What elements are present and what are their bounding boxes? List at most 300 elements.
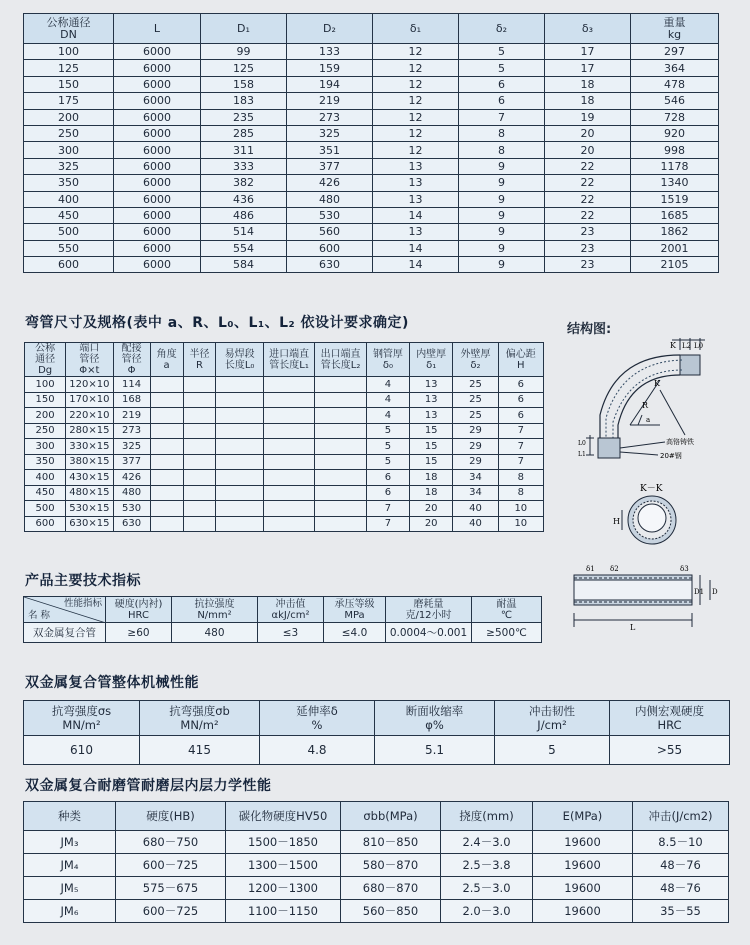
table-cell: 330×15 <box>66 439 113 455</box>
kk-section-drawing <box>622 496 676 544</box>
column-header: D₂ <box>287 14 373 44</box>
table-cell: 6000 <box>114 240 201 256</box>
table-cell: 17 <box>545 60 631 76</box>
table-cell <box>216 501 263 517</box>
table-cell <box>263 470 314 486</box>
table-row <box>24 854 729 877</box>
table-cell: 48－76 <box>633 854 729 877</box>
table-cell: 546 <box>631 93 719 109</box>
table-cell: 325 <box>113 439 150 455</box>
table-cell: 6000 <box>114 175 201 191</box>
column-header-line: φ% <box>425 718 444 732</box>
label-alloy: 高铬铸铁 <box>666 438 694 446</box>
table-row <box>24 877 729 900</box>
table-cell: 13 <box>410 392 453 408</box>
table-cell: 2105 <box>631 257 719 273</box>
table-cell: 125 <box>201 60 287 76</box>
table-row <box>24 175 719 191</box>
table-cell: JM₅ <box>24 877 116 900</box>
corner-header <box>24 597 106 623</box>
pipe-spec-table <box>23 13 719 273</box>
bend-spec-table <box>24 342 544 532</box>
column-header-line: 通径 <box>35 354 56 365</box>
table-cell: 13 <box>373 224 459 240</box>
column-header-line: MN/m² <box>180 718 219 732</box>
table-cell <box>315 423 366 439</box>
column-header-line: HRC <box>657 718 682 732</box>
column-header: δ₁ <box>373 14 459 44</box>
table-cell <box>263 501 314 517</box>
table-cell: 600 <box>25 516 66 532</box>
table-cell: 273 <box>287 109 373 125</box>
table-row <box>24 125 719 141</box>
table-cell: 530 <box>287 207 373 223</box>
table-cell: 9 <box>459 224 545 240</box>
column-header <box>24 701 140 736</box>
column-header-line: 进口端直 <box>269 348 310 360</box>
table-cell: 6000 <box>114 207 201 223</box>
label-d2: δ2 <box>610 565 619 573</box>
label-l0-top: L0 <box>694 342 704 350</box>
table-cell <box>315 377 366 393</box>
wear-layer-table <box>23 801 729 923</box>
table-row <box>24 831 729 854</box>
column-header-line: 冲击韧性 <box>529 704 575 718</box>
table-cell: 325 <box>287 125 373 141</box>
column-header-line: 偏心距 <box>505 348 536 360</box>
table-cell <box>183 377 216 393</box>
table-cell <box>150 454 183 470</box>
column-header-line: a <box>163 359 170 371</box>
table-cell: 23 <box>545 224 631 240</box>
column-header-line: 冲击值 <box>275 598 306 610</box>
table-cell: 6 <box>459 93 545 109</box>
table-cell <box>263 516 314 532</box>
label-k-top: K <box>670 341 676 350</box>
table-cell: 183 <box>201 93 287 109</box>
table-cell: 7 <box>366 501 409 517</box>
table-cell <box>150 470 183 486</box>
column-header-line: 内壁厚 <box>416 348 447 360</box>
table-cell: 4.8 <box>260 736 375 765</box>
table-cell: 554 <box>201 240 287 256</box>
table-cell: 350 <box>24 175 114 191</box>
column-header: D₁ <box>201 14 287 44</box>
column-header <box>150 343 183 377</box>
column-header-line: % <box>311 718 323 732</box>
table-row <box>24 109 719 125</box>
column-header: 碳化物硬度HV50 <box>226 802 341 831</box>
table-cell: 364 <box>631 60 719 76</box>
table-cell: 17 <box>545 44 631 60</box>
table-cell <box>263 423 314 439</box>
table-cell: 480 <box>172 623 258 643</box>
column-header: E(MPa) <box>533 802 633 831</box>
table-cell: 7 <box>459 109 545 125</box>
corner-top: 性能指标 <box>63 598 102 609</box>
column-header: 重量 kg <box>631 14 719 44</box>
table-row <box>24 93 719 109</box>
table-cell: 630 <box>113 516 150 532</box>
label-steel: 20#钢 <box>660 452 682 460</box>
table-cell: 630 <box>287 257 373 273</box>
column-header <box>375 701 495 736</box>
tech-spec-title: 产品主要技术指标 <box>25 573 141 589</box>
column-header-line: 抗弯强度σs <box>51 704 112 718</box>
table-cell: 500 <box>24 224 114 240</box>
table-cell: 480 <box>287 191 373 207</box>
table-cell <box>150 501 183 517</box>
table-cell <box>183 501 216 517</box>
table-cell: 35－55 <box>633 900 729 923</box>
table-cell: 680－870 <box>341 877 441 900</box>
table-cell: 8 <box>498 485 543 501</box>
table-cell: 9 <box>459 207 545 223</box>
table-cell: ≥60 <box>106 623 172 643</box>
table-cell: 14 <box>373 240 459 256</box>
column-header-line: 角度 <box>156 348 177 360</box>
table-cell: 6000 <box>114 60 201 76</box>
column-header-line: δ₁ <box>426 359 437 371</box>
column-header-line: R <box>196 359 203 371</box>
table-cell <box>150 408 183 424</box>
table-cell: ≥500℃ <box>472 623 542 643</box>
table-cell: 297 <box>631 44 719 60</box>
table-cell: 6000 <box>114 191 201 207</box>
table-cell: 311 <box>201 142 287 158</box>
table-cell: 550 <box>24 240 114 256</box>
table-cell: 219 <box>113 408 150 424</box>
column-header-line: 端口 <box>79 343 100 354</box>
table-cell: 双金属复合管 <box>24 623 106 643</box>
table-cell <box>315 516 366 532</box>
table-cell: 480 <box>113 485 150 501</box>
table-cell: 29 <box>453 454 498 470</box>
column-header <box>472 597 542 623</box>
table-cell: 8 <box>459 142 545 158</box>
table-cell: 2001 <box>631 240 719 256</box>
table-cell <box>216 516 263 532</box>
table-cell: 400 <box>24 191 114 207</box>
table-cell: 250 <box>24 125 114 141</box>
column-header <box>495 701 610 736</box>
table-cell: 1862 <box>631 224 719 240</box>
table-cell: 1200－1300 <box>226 877 341 900</box>
column-header-line: 管长度L₁ <box>269 359 309 371</box>
table-cell: 300 <box>24 142 114 158</box>
table-row <box>25 439 544 455</box>
column-header-line: 配接 <box>121 343 142 354</box>
table-cell: 22 <box>545 207 631 223</box>
table-cell: 19600 <box>533 877 633 900</box>
table-cell: JM₃ <box>24 831 116 854</box>
table-cell: JM₆ <box>24 900 116 923</box>
table-cell: 12 <box>373 93 459 109</box>
table-cell: 12 <box>373 76 459 92</box>
column-header <box>498 343 543 377</box>
table-cell: 29 <box>453 439 498 455</box>
table-cell: 29 <box>453 423 498 439</box>
column-header-line: δ₀ <box>382 359 393 371</box>
column-header-line: 管径 <box>79 354 100 365</box>
column-header-line: 延伸率δ <box>296 704 338 718</box>
table-cell: ≤3 <box>258 623 324 643</box>
table-cell: 2.4－3.0 <box>441 831 533 854</box>
table-cell: 998 <box>631 142 719 158</box>
table-cell <box>315 485 366 501</box>
table-cell <box>263 485 314 501</box>
column-header: 种类 <box>24 802 116 831</box>
table-cell: 20 <box>545 125 631 141</box>
column-header <box>315 343 366 377</box>
table-cell <box>183 408 216 424</box>
table-cell: 8 <box>498 470 543 486</box>
table-cell: 125 <box>24 60 114 76</box>
table-cell <box>263 392 314 408</box>
table-row <box>25 516 544 532</box>
column-header-line: 出口端直 <box>320 348 361 360</box>
table-cell: JM₄ <box>24 854 116 877</box>
table-cell <box>183 470 216 486</box>
table-cell: 1300－1500 <box>226 854 341 877</box>
table-cell: 10 <box>498 501 543 517</box>
label-r: R <box>642 401 649 410</box>
column-header <box>453 343 498 377</box>
table-cell: 12 <box>373 109 459 125</box>
column-header-line: H <box>517 359 525 371</box>
table-row <box>24 240 719 256</box>
column-header <box>106 597 172 623</box>
table-cell: 426 <box>287 175 373 191</box>
table-cell <box>216 454 263 470</box>
table-cell <box>183 423 216 439</box>
table-cell: 22 <box>545 158 631 174</box>
table-cell: 150 <box>25 392 66 408</box>
table-cell: 530×15 <box>66 501 113 517</box>
label-k-side: K <box>654 379 660 388</box>
column-header <box>258 597 324 623</box>
table-cell: 20 <box>545 142 631 158</box>
table-row <box>24 224 719 240</box>
table-cell: 450 <box>24 207 114 223</box>
column-header-line: N/mm² <box>197 609 232 621</box>
table-cell <box>263 454 314 470</box>
table-cell: 34 <box>453 470 498 486</box>
table-row <box>25 501 544 517</box>
table-cell: 25 <box>453 392 498 408</box>
table-cell: 48－76 <box>633 877 729 900</box>
table-cell: 235 <box>201 109 287 125</box>
table-cell: 600 <box>24 257 114 273</box>
table-row <box>24 257 719 273</box>
table-cell: 14 <box>373 257 459 273</box>
wear-layer-title: 双金属复合耐磨管耐磨层内层力学性能 <box>25 778 272 794</box>
label-dd1: D1 <box>694 588 705 596</box>
table-cell: 6000 <box>114 158 201 174</box>
mechanical-table <box>23 700 730 765</box>
column-header <box>366 343 409 377</box>
table-cell: 9 <box>459 175 545 191</box>
table-cell: 200 <box>25 408 66 424</box>
table-cell: 5.1 <box>375 736 495 765</box>
table-cell <box>150 439 183 455</box>
column-header-line: J/cm² <box>537 718 567 732</box>
table-cell: 273 <box>113 423 150 439</box>
table-cell: 99 <box>201 44 287 60</box>
table-cell: 285 <box>201 125 287 141</box>
table-cell <box>216 408 263 424</box>
table-cell: 34 <box>453 485 498 501</box>
table-cell <box>150 392 183 408</box>
table-cell: 1500－1850 <box>226 831 341 854</box>
table-cell: 158 <box>201 76 287 92</box>
table-cell: 8 <box>459 125 545 141</box>
table-cell <box>216 392 263 408</box>
table-cell: 20 <box>410 501 453 517</box>
table-cell <box>150 423 183 439</box>
table-cell: 6 <box>366 470 409 486</box>
table-cell <box>150 485 183 501</box>
column-header-line: 克/12小时 <box>405 609 452 621</box>
table-cell: 436 <box>201 191 287 207</box>
table-cell: 610 <box>24 736 140 765</box>
table-cell: 6 <box>498 377 543 393</box>
column-header: 硬度(HB) <box>116 802 226 831</box>
table-cell: 120×10 <box>66 377 113 393</box>
corner-bottom: 名 称 <box>28 610 51 621</box>
label-l2: L2 <box>682 342 692 350</box>
table-cell: 584 <box>201 257 287 273</box>
table-cell: 250 <box>25 423 66 439</box>
table-row <box>24 76 719 92</box>
table-cell: 1340 <box>631 175 719 191</box>
table-cell: 560 <box>287 224 373 240</box>
table-cell: 13 <box>373 191 459 207</box>
table-cell: 18 <box>545 76 631 92</box>
column-header-line: 抗弯强度σb <box>169 704 230 718</box>
table-cell: 7 <box>498 454 543 470</box>
column-header <box>25 343 66 377</box>
column-header-line: 长度L₀ <box>224 359 255 371</box>
table-cell <box>263 439 314 455</box>
table-cell: 6 <box>459 76 545 92</box>
table-cell: 159 <box>287 60 373 76</box>
column-header <box>610 701 730 736</box>
straight-pipe-drawing <box>574 575 710 627</box>
table-cell: >55 <box>610 736 730 765</box>
column-header-line: Dg <box>38 365 53 376</box>
column-header-line: 管径 <box>121 354 142 365</box>
column-header: δ₂ <box>459 14 545 44</box>
table-cell: 6000 <box>114 93 201 109</box>
table-cell: 23 <box>545 257 631 273</box>
table-cell: 175 <box>24 93 114 109</box>
table-cell: 9 <box>459 191 545 207</box>
table-cell: 25 <box>453 408 498 424</box>
table-cell <box>183 392 216 408</box>
table-cell: 514 <box>201 224 287 240</box>
label-kk: K－K <box>640 484 663 494</box>
table-cell: 1178 <box>631 158 719 174</box>
table-row <box>24 191 719 207</box>
table-cell: 2.5－3.0 <box>441 877 533 900</box>
table-cell: 2.0－3.0 <box>441 900 533 923</box>
table-cell: 600 <box>287 240 373 256</box>
table-cell: 19600 <box>533 831 633 854</box>
column-header <box>324 597 386 623</box>
column-header <box>172 597 258 623</box>
column-header: 公称通径 DN <box>24 14 114 44</box>
table-cell: 430×15 <box>66 470 113 486</box>
label-dd2: D <box>712 588 718 596</box>
table-cell: 4 <box>366 392 409 408</box>
table-row <box>24 207 719 223</box>
table-row <box>24 60 719 76</box>
column-header <box>66 343 113 377</box>
table-cell <box>183 485 216 501</box>
table-row <box>25 392 544 408</box>
column-header-line: 公称 <box>35 343 56 354</box>
label-a: a <box>646 416 651 424</box>
table-cell: 15 <box>410 454 453 470</box>
table-cell: 6 <box>366 485 409 501</box>
table-cell <box>150 377 183 393</box>
table-cell: 7 <box>366 516 409 532</box>
table-cell <box>183 439 216 455</box>
table-cell: 18 <box>410 470 453 486</box>
table-cell: 920 <box>631 125 719 141</box>
table-cell: 194 <box>287 76 373 92</box>
column-header-line: 外壁厚 <box>460 348 491 360</box>
table-cell <box>315 454 366 470</box>
column-header-line: Φ <box>127 365 136 376</box>
column-header <box>113 343 150 377</box>
table-cell: 6000 <box>114 125 201 141</box>
table-cell: 40 <box>453 501 498 517</box>
column-header <box>263 343 314 377</box>
column-header-line: 管长度L₂ <box>320 359 361 371</box>
table-cell: 22 <box>545 191 631 207</box>
table-cell: ≤4.0 <box>324 623 386 643</box>
table-cell: 23 <box>545 240 631 256</box>
table-cell <box>315 501 366 517</box>
table-cell <box>183 516 216 532</box>
table-cell: 200 <box>24 109 114 125</box>
table-cell: 380×15 <box>66 454 113 470</box>
column-header-line: 硬度(内衬) <box>114 598 163 610</box>
table-cell: 4 <box>366 408 409 424</box>
table-cell: 1519 <box>631 191 719 207</box>
table-cell: 5 <box>495 736 610 765</box>
table-cell: 4 <box>366 377 409 393</box>
table-cell: 5 <box>366 423 409 439</box>
table-cell: 15 <box>410 423 453 439</box>
table-cell: 13 <box>410 408 453 424</box>
label-d3: δ3 <box>680 565 689 573</box>
table-cell: 220×10 <box>66 408 113 424</box>
table-cell: 5 <box>459 44 545 60</box>
table-cell <box>216 423 263 439</box>
table-cell: 133 <box>287 44 373 60</box>
table-cell: 6000 <box>114 142 201 158</box>
column-header-line: Φ×t <box>79 365 100 376</box>
table-cell: 12 <box>373 125 459 141</box>
table-cell: 6000 <box>114 109 201 125</box>
table-cell: 19 <box>545 109 631 125</box>
table-cell: 0.0004～0.001 <box>386 623 472 643</box>
table-cell: 630×15 <box>66 516 113 532</box>
column-header-line: 承压等级 <box>334 598 375 610</box>
